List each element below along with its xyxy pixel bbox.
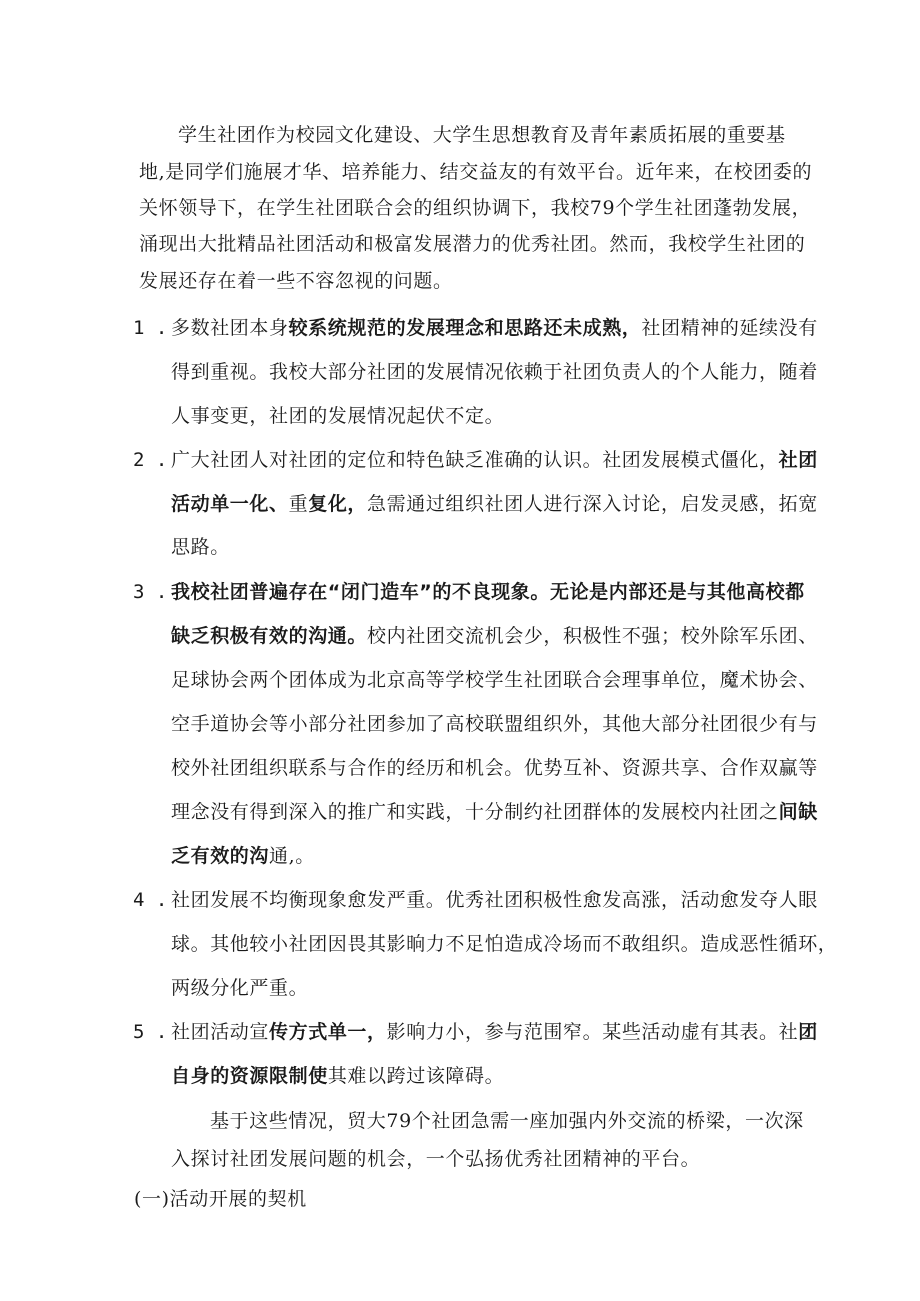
- list-item-line: 校外社团组织联系与合作的经历和机会。优势互补、资源共享、合作双赢等: [171, 757, 818, 779]
- list-item-line: 球。其他较小社团因畏其影晌力不足怕造成冷场而不敢组织。造成恶性循环，: [171, 933, 838, 955]
- list-item-number: 3 .: [133, 581, 168, 603]
- conclusion-line-1: 基于这些情况，贸大79个社团急需一座加强内外交流的桥梁，一次深: [210, 1110, 804, 1132]
- intro-line-5: 发展还存在着一些不容忽视的问题。: [139, 270, 453, 292]
- list-item-text: 通,。: [269, 845, 315, 867]
- intro-line-1: 学生社团作为校园文化建设、大学生思想教育及青年素质拓展的重要基: [178, 124, 786, 146]
- list-item-line: 足球协会两个团体成为北京高等学校学生社团联合会理事单位，魔术协会、: [171, 669, 818, 691]
- list-item-line: [171, 1062, 504, 1090]
- list-item-line: [171, 798, 818, 826]
- list-item-bold-text: 团: [798, 1021, 818, 1043]
- intro-line-4: 涌现出大批精品社团活动和极富发展潜力的优秀社团。然而，我校学生社团的: [139, 233, 806, 255]
- list-item-line: [171, 1018, 818, 1046]
- intro-line-3: 关怀领导下，在学生社团联合会的组织协调下，我校79个学生社团蓬勃发展，: [139, 197, 812, 219]
- list-item-text: 社团活动宣: [171, 1021, 270, 1043]
- list-item-number: 2 .: [133, 449, 168, 471]
- list-item-line: [171, 314, 818, 342]
- list-item-text: 理念没有得到深入的推广和实践，十分制约社团群体的发展校内社团之: [171, 801, 779, 823]
- list-item-line: 人事变更，社团的发展情况起伏不定。: [171, 405, 505, 427]
- list-item-line: [171, 622, 818, 650]
- list-item-line: [171, 446, 818, 474]
- list-item-number: 4 .: [133, 889, 168, 911]
- list-item-number: 1 .: [133, 317, 168, 339]
- list-item-line: 空手道协会等小部分社团参加了高校联盟组织外，其他大部分社团很少有与: [171, 713, 818, 735]
- list-item-bold-line: 我校社团普遍存在“闭门造车”的不良现象。无论是内部还是与其他高校都: [171, 581, 805, 603]
- list-item-line: 社团发展不均衡现象愈发严重。优秀社团积极性愈发高涨，活动愈发夺人眼: [171, 889, 818, 911]
- list-item-line: 两级分化严重。: [171, 977, 309, 999]
- list-item-bold-text: 复化，: [308, 493, 368, 515]
- list-item-number: 5 .: [133, 1021, 168, 1043]
- list-item-text: 其难以跨过该障碍。: [327, 1065, 505, 1087]
- list-item-bold-text: 乏有效的沟: [171, 845, 270, 867]
- list-item-bold-text: 社团: [778, 449, 818, 471]
- list-item-line: 得到重视。我校大部分社团的发展情况依赖于社团负责人的个人能力，随着: [171, 361, 818, 383]
- list-item-text: 重: [288, 493, 309, 515]
- list-item-line: [171, 842, 315, 870]
- list-item-text: 广大社团人对社团的定位和特色缺乏准确的认识。社团发展模式僵化，: [171, 449, 779, 471]
- list-item-line: 思路。: [171, 536, 230, 558]
- list-item-bold-text: 较系统规范的发展理念和思路还未成熟，: [288, 317, 642, 339]
- list-item-text: 急需通过组织社团人进行深入讨论，启发灵感，拓宽: [367, 493, 818, 515]
- list-item-text: 多数社团本身: [171, 317, 289, 339]
- list-item-line: [171, 490, 818, 518]
- conclusion-line-2: 入探讨社团发展问题的机会，一个弘扬优秀社团精神的平台。: [171, 1148, 701, 1170]
- list-item-text: 影响力小，参与范围窄。某些活动虚有其表。社: [386, 1021, 799, 1043]
- section-heading: (一)活动开展的契机: [134, 1188, 307, 1210]
- intro-line-2: 地,是同学们施展才华、培养能力、结交益友的有效平台。近年来，在校团委的: [139, 161, 813, 183]
- list-item-bold-text: 间缺: [778, 801, 818, 823]
- list-item-bold-text: 传方式单一，: [269, 1021, 387, 1043]
- list-item-bold-text: 活动单一化、: [171, 493, 289, 515]
- list-item-bold-text: 缺乏积极有效的沟通。: [171, 625, 368, 647]
- list-item-text: 社团精神的延续没有: [641, 317, 818, 339]
- list-item-text: 校内社团交流机会少，积极性不强；校外除军乐团、: [367, 625, 818, 647]
- list-item-bold-text: 自身的资源限制使: [171, 1065, 328, 1087]
